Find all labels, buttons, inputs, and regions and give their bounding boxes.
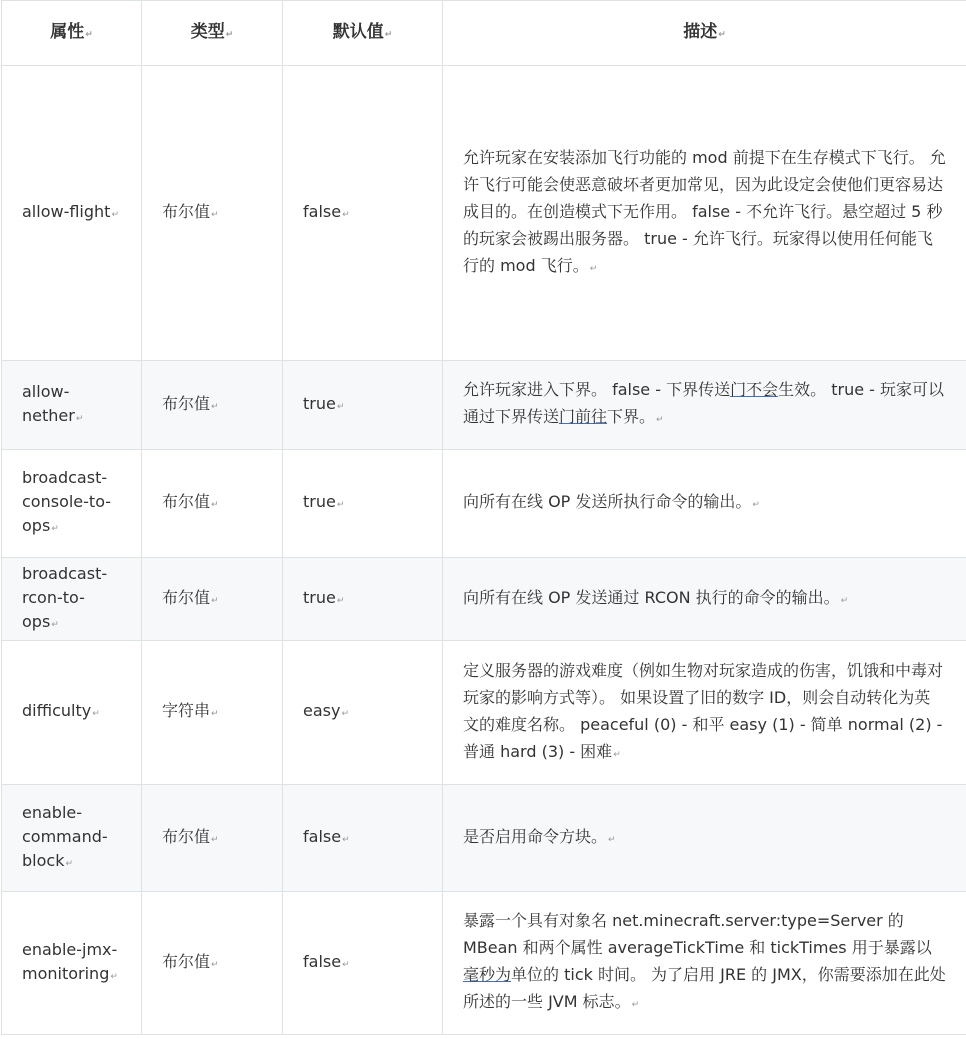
property-type: 布尔值↵ (142, 892, 283, 1035)
table-row (2, 361, 966, 450)
property-type: 布尔值↵ (142, 361, 283, 450)
property-default: easy↵ (283, 641, 443, 785)
property-type: 布尔值↵ (142, 450, 283, 558)
property-description: 向所有在线 OP 发送所执行命令的输出。↵ (443, 450, 966, 558)
table-row (2, 558, 966, 641)
property-default: false↵ (283, 66, 443, 361)
properties-table (1, 0, 966, 1035)
property-type: 布尔值↵ (142, 558, 283, 641)
property-name: enable-command-block↵ (2, 785, 142, 892)
table-row (2, 66, 966, 361)
property-default: true↵ (283, 450, 443, 558)
property-name: allow-nether↵ (2, 361, 142, 450)
property-description: 定义服务器的游戏难度（例如生物对玩家造成的伤害，饥饿和中毒对玩家的影响方式等）。 如果设置了旧的数字 ID，则会自动转化为英文的难度名称。 peaceful (0) - 和平 easy (1) - 简单 normal (2) - 普通 hard (3) - 困难↵ (443, 641, 966, 785)
property-name: broadcast-rcon-to-ops↵ (2, 558, 142, 641)
property-default: false↵ (283, 785, 443, 892)
property-description: 允许玩家进入下界。 false - 下界传送门不会生效。 true - 玩家可以通过下界传送门前往下界。↵ (443, 361, 966, 450)
property-default: false↵ (283, 892, 443, 1035)
property-description: 是否启用命令方块。↵ (443, 785, 966, 892)
property-description: 暴露一个具有对象名 net.minecraft.server:type=Server 的 MBean 和两个属性 averageTickTime 和 tickTimes 用于暴露以毫秒为单位的 tick 时间。 为了启用 JRE 的 JMX，你需要添加在此处所述的一些 JVM 标志。↵ (443, 892, 966, 1035)
property-name: difficulty↵ (2, 641, 142, 785)
property-default: true↵ (283, 361, 443, 450)
underlined-text: 门不会 (730, 380, 779, 399)
property-type: 字符串↵ (142, 641, 283, 785)
table-row (2, 892, 966, 1035)
property-default: true↵ (283, 558, 443, 641)
property-description: 向所有在线 OP 发送通过 RCON 执行的命令的输出。↵ (443, 558, 966, 641)
property-description: 允许玩家在安装添加飞行功能的 mod 前提下在生存模式下飞行。 允许飞行可能会使恶意破坏者更加常见，因为此设定会使他们更容易达成目的。在创造模式下无作用。 false - 不允许飞行。悬空超过 5 秒的玩家会被踢出服务器。 true - 允许飞行。玩家得以使用任何能飞行的 mod 飞行。↵ (443, 66, 966, 361)
header-default: 默认值↵ (283, 1, 443, 66)
table-row (2, 641, 966, 785)
underlined-text: 门前往 (559, 407, 608, 426)
underlined-text: 毫秒为 (463, 965, 512, 984)
table-row (2, 450, 966, 558)
property-type: 布尔值↵ (142, 785, 283, 892)
header-row (2, 1, 966, 66)
property-name: allow-flight↵ (2, 66, 142, 361)
header-description: 描述↵ (443, 1, 966, 66)
property-name: enable-jmx-monitoring↵ (2, 892, 142, 1035)
header-property: 属性↵ (2, 1, 142, 66)
property-type: 布尔值↵ (142, 66, 283, 361)
table-row (2, 785, 966, 892)
header-type: 类型↵ (142, 1, 283, 66)
property-name: broadcast-console-to-ops↵ (2, 450, 142, 558)
